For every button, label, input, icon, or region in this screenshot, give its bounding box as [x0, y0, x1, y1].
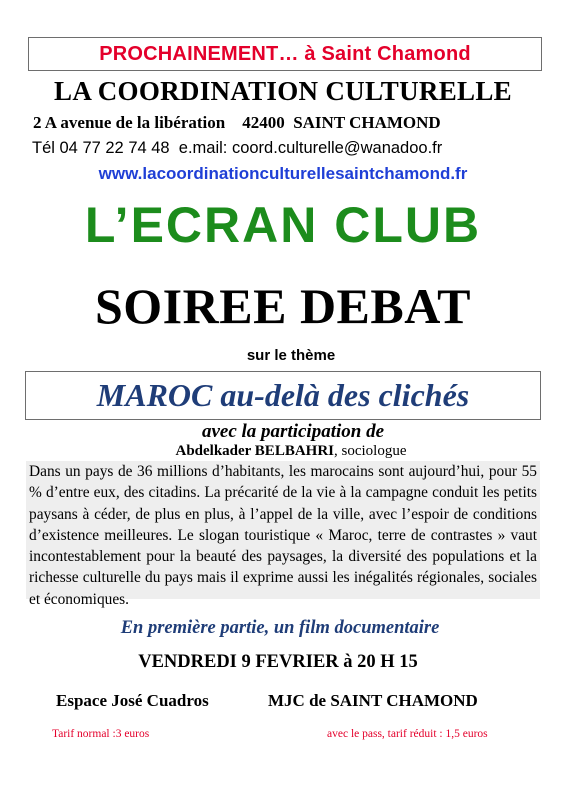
speaker-name: Abdelkader BELBAHRI: [175, 443, 334, 459]
announcement-text: PROCHAINEMENT… à Saint Chamond: [99, 42, 471, 65]
theme-label: sur le thème: [246, 347, 336, 364]
speaker-role: , sociologue: [334, 443, 407, 459]
contact-line: Tél 04 77 22 74 48 e.mail: coord.culturelle@wanadoo.fr: [32, 139, 443, 157]
participation-label: avec la participation de: [201, 421, 385, 442]
speaker-line: [0, 443, 566, 460]
price-normal: Tarif normal :3 euros: [52, 728, 150, 740]
website-link[interactable]: www.lacoordinationculturellesaintchamond.fr: [98, 164, 468, 183]
theme-box: [25, 371, 541, 420]
address-line: 2 A avenue de la libération 42400 SAINT CHAMOND: [33, 113, 441, 132]
description-paragraph: Dans un pays de 36 millions d’habitants, les marocains sont aujourd’hui, pour 55 % d’entre eux, des citadins. La précarité de la vie à la campagne conduit les petits paysans à céder, de plus en plus, à l’appel de la ville, avec l’espoir de conditions d’existence meilleures. Le slogan touristique « Maroc, terre de contrastes » vaut incontestablement pour la beauté des paysages, la diversité des populations et la richesse culturelle du pays mais il exprime aussi les inégalités régionales, sociales et économiques.: [26, 461, 540, 599]
first-part-note: En première partie, un film documentaire: [120, 618, 440, 638]
announcement-box: [28, 37, 542, 71]
venue-host: MJC de SAINT CHAMOND: [268, 691, 478, 710]
theme-title: MAROC au-delà des clichés: [96, 377, 470, 413]
club-title: L’ECRAN CLUB: [84, 197, 482, 253]
venue-place: Espace José Cuadros: [56, 691, 209, 710]
event-type-title: SOIREE DEBAT: [94, 278, 472, 334]
price-reduced: avec le pass, tarif réduit : 1,5 euros: [327, 728, 488, 740]
organization-name: LA COORDINATION CULTURELLE: [54, 76, 512, 106]
event-datetime: VENDREDI 9 FEVRIER à 20 H 15: [138, 652, 418, 672]
